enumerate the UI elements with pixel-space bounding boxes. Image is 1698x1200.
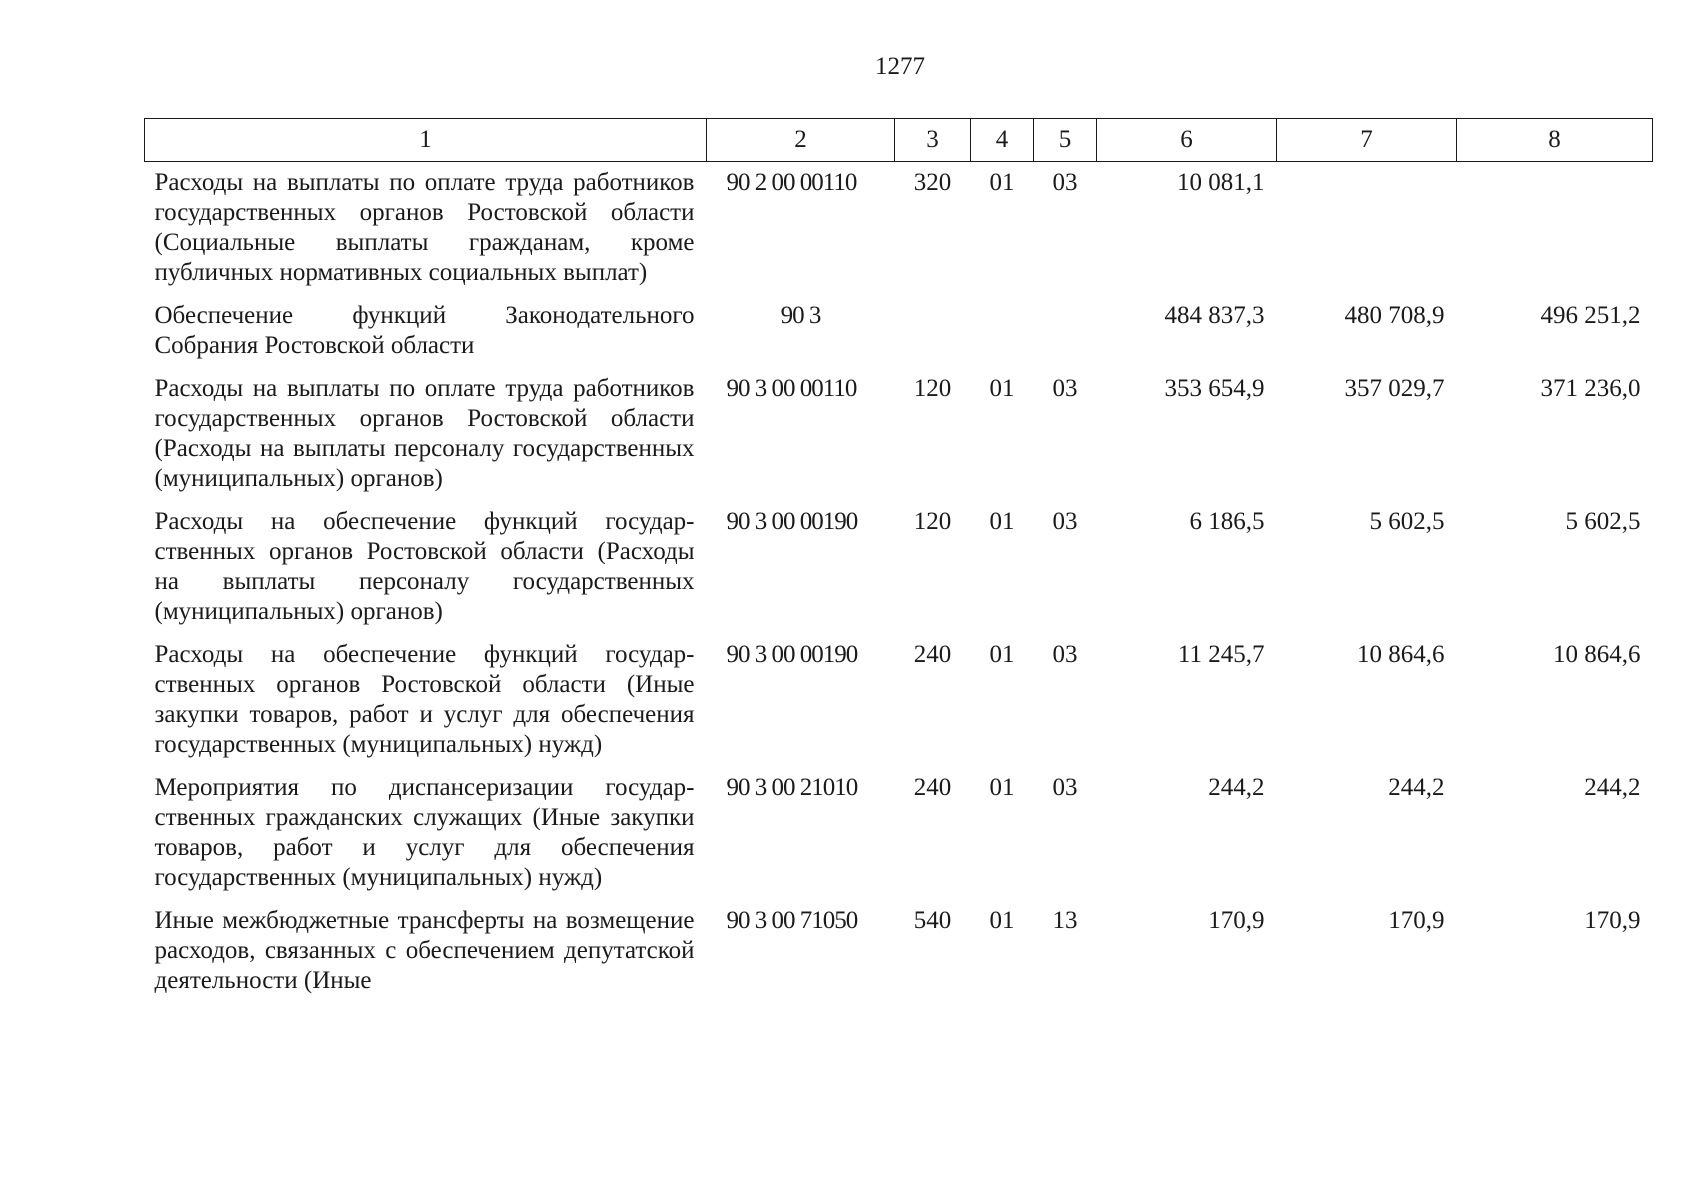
header-col-5: 5 (1034, 119, 1097, 162)
header-col-6: 6 (1097, 119, 1277, 162)
header-col-4: 4 (971, 119, 1034, 162)
row-amount-col-7: 480 708,9 (1344, 302, 1445, 329)
row-amount-col-7: 5 602,5 (1369, 508, 1445, 535)
row-amount-col-8 (1457, 162, 1653, 296)
row-section: 01 (989, 774, 1015, 801)
row-section: 01 (989, 508, 1015, 535)
row-expense-type (895, 295, 971, 368)
row-description: Расходы на выплаты по оплате труда работников государственных органов Ростовской области (Социальные выплаты гражданам, кроме публичных нормативных социальных выплат) (154, 169, 695, 286)
row-subsection: 03 (1052, 375, 1078, 402)
table-body (145, 162, 1653, 1004)
row-target-code: 90 2 00 00110 (726, 169, 857, 196)
table-row (145, 634, 1653, 767)
row-amount-col-7: 10 864,6 (1357, 641, 1445, 668)
row-subsection: 03 (1052, 641, 1078, 668)
row-target-code: 90 3 00 00190 (726, 641, 858, 668)
row-subsection: 03 (1052, 169, 1078, 196)
row-amount-col-8: 371 236,0 (1540, 375, 1641, 402)
row-subsection (1034, 295, 1097, 368)
row-amount-col-6: 6 186,5 (1189, 508, 1265, 535)
table-row (145, 501, 1653, 634)
row-amount-col-7: 244,2 (1388, 774, 1445, 801)
row-expense-type: 120 (913, 375, 952, 402)
table-row (145, 900, 1653, 1003)
row-amount-col-8: 5 602,5 (1565, 508, 1641, 535)
table-row (145, 368, 1653, 501)
row-expense-type: 320 (913, 169, 952, 196)
row-amount-col-6: 10 081,1 (1177, 169, 1265, 196)
row-section: 01 (989, 907, 1015, 934)
row-section (971, 295, 1034, 368)
row-section: 01 (989, 641, 1015, 668)
row-target-code: 90 3 00 21010 (726, 774, 858, 801)
row-amount-col-6: 484 837,3 (1164, 302, 1265, 329)
row-description: Иные межбюджетные трансферты на возмещение расходов, связанных с обеспечением депутатской деятельности (Иные (154, 907, 695, 994)
budget-table (144, 118, 1653, 1003)
page-number: 1277 (875, 53, 925, 80)
row-target-code: 90 3 (780, 302, 821, 329)
row-description: Мероприятия по диспансеризации государственных гражданских служащих (Иные закупки товаров, работ и услуг для обеспечения государственных (муниципальных) нужд) (154, 774, 695, 891)
row-section: 01 (989, 375, 1015, 402)
row-target-code: 90 3 00 71050 (726, 907, 858, 934)
row-section: 01 (989, 169, 1015, 196)
table-row (145, 767, 1653, 900)
table-row (145, 162, 1653, 296)
row-amount-col-8: 244,2 (1584, 774, 1641, 801)
row-amount-col-8: 10 864,6 (1553, 641, 1641, 668)
row-expense-type: 240 (913, 641, 952, 668)
row-description: Расходы на обеспечение функций государственных органов Ростовской области (Иные закупки товаров, работ и услуг для обеспечения государственных (муниципальных) нужд) (154, 641, 695, 758)
header-col-1: 1 (145, 119, 707, 162)
row-description: Расходы на обеспечение функций государственных органов Ростовской области (Расходы на выплаты персоналу государственных (муниципальных) органов) (154, 508, 695, 625)
header-col-2: 2 (707, 119, 895, 162)
header-col-8: 8 (1457, 119, 1653, 162)
table-row (145, 295, 1653, 368)
row-subsection: 13 (1052, 907, 1078, 934)
row-amount-col-6: 11 245,7 (1177, 641, 1265, 668)
row-amount-col-6: 244,2 (1208, 774, 1265, 801)
row-subsection: 03 (1052, 774, 1078, 801)
row-expense-type: 240 (913, 774, 952, 801)
row-amount-col-8: 170,9 (1584, 907, 1641, 934)
header-row (145, 119, 1653, 162)
header-col-7: 7 (1277, 119, 1457, 162)
row-subsection: 03 (1052, 508, 1078, 535)
row-amount-col-6: 170,9 (1208, 907, 1265, 934)
row-amount-col-8: 496 251,2 (1540, 302, 1641, 329)
row-amount-col-6: 353 654,9 (1164, 375, 1265, 402)
row-description: Расходы на выплаты по оплате труда работников государственных органов Ростовской области (Расходы на выплаты персоналу государственных (муниципальных) органов) (154, 375, 695, 492)
row-target-code: 90 3 00 00110 (726, 375, 857, 402)
table-header (145, 119, 1653, 162)
row-expense-type: 540 (913, 907, 952, 934)
row-expense-type: 120 (913, 508, 952, 535)
row-target-code: 90 3 00 00190 (726, 508, 858, 535)
row-description: Обеспечение функций Законодательного Собрания Ростовской области (154, 302, 695, 359)
row-amount-col-7: 357 029,7 (1344, 375, 1445, 402)
row-amount-col-7 (1277, 162, 1457, 296)
row-amount-col-7: 170,9 (1388, 907, 1445, 934)
header-col-3: 3 (895, 119, 971, 162)
